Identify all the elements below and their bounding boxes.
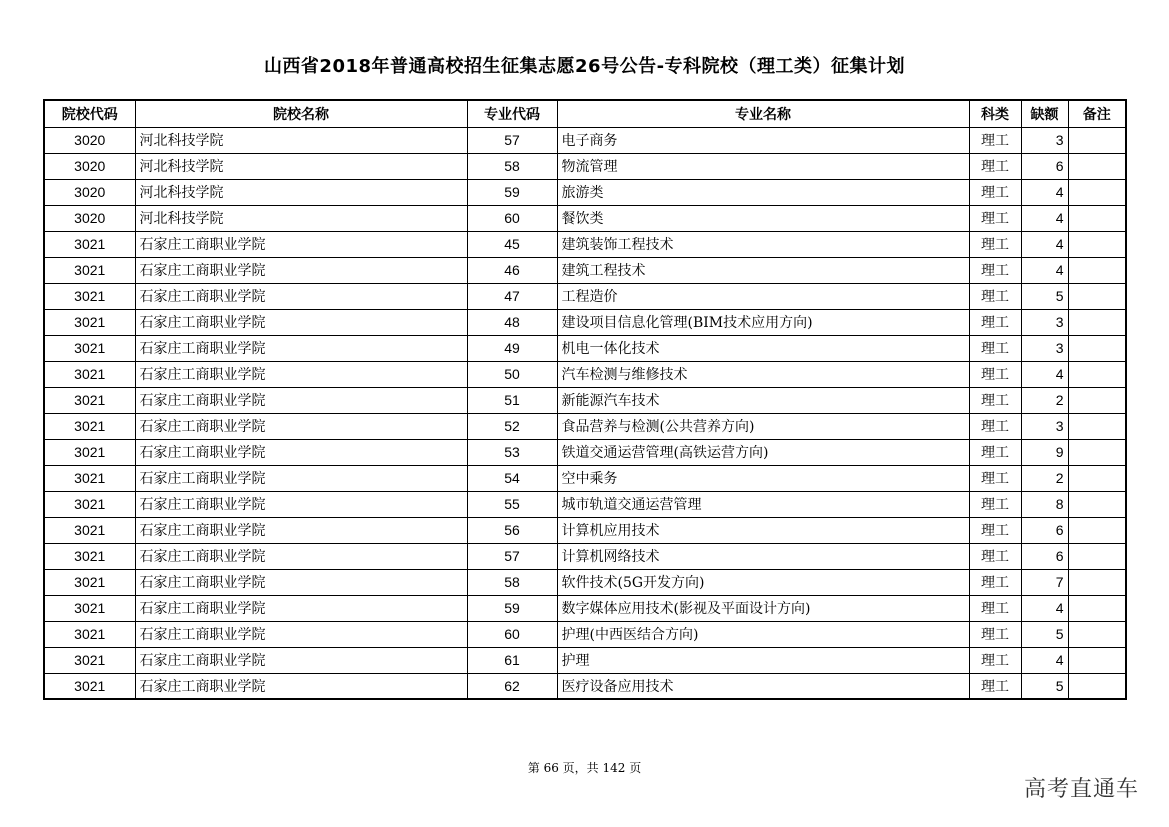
cell-major-name: 建筑工程技术	[557, 257, 969, 283]
table-row	[44, 439, 1126, 465]
cell-category: 理工	[969, 595, 1021, 621]
cell-major-code: 48	[467, 309, 557, 335]
table-row	[44, 569, 1126, 595]
cell-major-code: 57	[467, 543, 557, 569]
cell-major-name: 计算机应用技术	[557, 517, 969, 543]
cell-major-code: 46	[467, 257, 557, 283]
cell-category: 理工	[969, 231, 1021, 257]
cell-vacancy: 9	[1021, 439, 1068, 465]
cell-school-code: 3020	[44, 153, 135, 179]
cell-school-name: 石家庄工商职业学院	[135, 569, 467, 595]
cell-school-code: 3021	[44, 569, 135, 595]
cell-major-name: 餐饮类	[557, 205, 969, 231]
cell-major-code: 59	[467, 595, 557, 621]
cell-major-code: 59	[467, 179, 557, 205]
cell-major-code: 56	[467, 517, 557, 543]
cell-major-code: 57	[467, 127, 557, 153]
cell-note	[1068, 465, 1126, 491]
cell-major-code: 55	[467, 491, 557, 517]
cell-school-name: 石家庄工商职业学院	[135, 309, 467, 335]
cell-school-name: 河北科技学院	[135, 127, 467, 153]
cell-category: 理工	[969, 621, 1021, 647]
cell-school-name: 石家庄工商职业学院	[135, 413, 467, 439]
cell-school-name: 石家庄工商职业学院	[135, 439, 467, 465]
table-row	[44, 257, 1126, 283]
cell-school-name: 石家庄工商职业学院	[135, 335, 467, 361]
cell-note	[1068, 153, 1126, 179]
cell-vacancy: 3	[1021, 309, 1068, 335]
cell-major-code: 45	[467, 231, 557, 257]
cell-major-code: 51	[467, 387, 557, 413]
cell-vacancy: 7	[1021, 569, 1068, 595]
cell-category: 理工	[969, 413, 1021, 439]
cell-major-name: 数字媒体应用技术(影视及平面设计方向)	[557, 595, 969, 621]
cell-category: 理工	[969, 335, 1021, 361]
cell-school-code: 3021	[44, 283, 135, 309]
cell-major-code: 54	[467, 465, 557, 491]
cell-vacancy: 4	[1021, 647, 1068, 673]
cell-major-name: 电子商务	[557, 127, 969, 153]
cell-category: 理工	[969, 257, 1021, 283]
cell-major-code: 53	[467, 439, 557, 465]
cell-school-name: 石家庄工商职业学院	[135, 491, 467, 517]
table-row	[44, 179, 1126, 205]
cell-major-code: 61	[467, 647, 557, 673]
cell-major-code: 50	[467, 361, 557, 387]
cell-major-name: 计算机网络技术	[557, 543, 969, 569]
cell-major-code: 60	[467, 205, 557, 231]
cell-note	[1068, 179, 1126, 205]
header-note: 备注	[1068, 100, 1126, 127]
table-body	[44, 127, 1126, 699]
cell-vacancy: 4	[1021, 205, 1068, 231]
cell-category: 理工	[969, 491, 1021, 517]
cell-note	[1068, 361, 1126, 387]
table-row	[44, 413, 1126, 439]
table-row	[44, 127, 1126, 153]
cell-school-name: 石家庄工商职业学院	[135, 231, 467, 257]
cell-school-name: 石家庄工商职业学院	[135, 517, 467, 543]
page-title: 山西省2018年普通高校招生征集志愿26号公告-专科院校（理工类）征集计划	[263, 56, 906, 77]
cell-school-name: 石家庄工商职业学院	[135, 543, 467, 569]
cell-vacancy: 4	[1021, 231, 1068, 257]
cell-major-name: 新能源汽车技术	[557, 387, 969, 413]
cell-note	[1068, 673, 1126, 699]
cell-vacancy: 3	[1021, 413, 1068, 439]
cell-school-code: 3021	[44, 621, 135, 647]
cell-school-code: 3021	[44, 465, 135, 491]
table-row	[44, 231, 1126, 257]
cell-school-code: 3020	[44, 127, 135, 153]
cell-vacancy: 5	[1021, 283, 1068, 309]
cell-category: 理工	[969, 361, 1021, 387]
header-category: 科类	[969, 100, 1021, 127]
cell-school-code: 3021	[44, 361, 135, 387]
cell-category: 理工	[969, 647, 1021, 673]
cell-school-code: 3021	[44, 439, 135, 465]
cell-school-code: 3021	[44, 413, 135, 439]
cell-note	[1068, 621, 1126, 647]
table-row	[44, 335, 1126, 361]
cell-vacancy: 2	[1021, 387, 1068, 413]
table-row	[44, 595, 1126, 621]
cell-school-code: 3021	[44, 595, 135, 621]
cell-major-code: 58	[467, 569, 557, 595]
cell-note	[1068, 543, 1126, 569]
cell-vacancy: 4	[1021, 595, 1068, 621]
page-footer: 第 66 页，共 142 页	[527, 761, 642, 775]
cell-school-name: 石家庄工商职业学院	[135, 361, 467, 387]
cell-school-name: 河北科技学院	[135, 179, 467, 205]
cell-school-code: 3021	[44, 543, 135, 569]
cell-major-name: 建设项目信息化管理(BIM技术应用方向)	[557, 309, 969, 335]
cell-note	[1068, 127, 1126, 153]
cell-major-code: 49	[467, 335, 557, 361]
table-header-row	[44, 100, 1126, 127]
cell-vacancy: 4	[1021, 179, 1068, 205]
cell-school-name: 石家庄工商职业学院	[135, 621, 467, 647]
cell-major-name: 汽车检测与维修技术	[557, 361, 969, 387]
cell-note	[1068, 335, 1126, 361]
cell-major-name: 医疗设备应用技术	[557, 673, 969, 699]
cell-school-code: 3021	[44, 387, 135, 413]
cell-category: 理工	[969, 283, 1021, 309]
cell-major-name: 软件技术(5G开发方向)	[557, 569, 969, 595]
table-row	[44, 205, 1126, 231]
cell-major-name: 机电一体化技术	[557, 335, 969, 361]
cell-category: 理工	[969, 439, 1021, 465]
cell-vacancy: 3	[1021, 127, 1068, 153]
cell-school-name: 河北科技学院	[135, 153, 467, 179]
header-major-code: 专业代码	[467, 100, 557, 127]
header-vacancy: 缺额	[1021, 100, 1068, 127]
watermark-logo: 高考直通车	[1023, 777, 1139, 802]
cell-note	[1068, 439, 1126, 465]
table-row	[44, 309, 1126, 335]
cell-category: 理工	[969, 517, 1021, 543]
cell-school-code: 3020	[44, 205, 135, 231]
cell-major-name: 空中乘务	[557, 465, 969, 491]
cell-note	[1068, 647, 1126, 673]
cell-vacancy: 8	[1021, 491, 1068, 517]
cell-major-name: 铁道交通运营管理(高铁运营方向)	[557, 439, 969, 465]
cell-category: 理工	[969, 569, 1021, 595]
table-row	[44, 543, 1126, 569]
cell-note	[1068, 309, 1126, 335]
cell-vacancy: 6	[1021, 543, 1068, 569]
cell-note	[1068, 517, 1126, 543]
table-row	[44, 153, 1126, 179]
table-row	[44, 491, 1126, 517]
cell-school-code: 3021	[44, 257, 135, 283]
cell-school-name: 河北科技学院	[135, 205, 467, 231]
cell-note	[1068, 569, 1126, 595]
cell-school-code: 3021	[44, 491, 135, 517]
cell-major-code: 47	[467, 283, 557, 309]
cell-major-code: 62	[467, 673, 557, 699]
cell-major-code: 60	[467, 621, 557, 647]
table-row	[44, 387, 1126, 413]
cell-school-code: 3021	[44, 647, 135, 673]
cell-vacancy: 4	[1021, 361, 1068, 387]
cell-school-name: 石家庄工商职业学院	[135, 257, 467, 283]
cell-major-name: 工程造价	[557, 283, 969, 309]
table-row	[44, 621, 1126, 647]
cell-school-code: 3021	[44, 309, 135, 335]
cell-category: 理工	[969, 309, 1021, 335]
cell-major-name: 护理(中西医结合方向)	[557, 621, 969, 647]
cell-category: 理工	[969, 387, 1021, 413]
cell-major-name: 建筑装饰工程技术	[557, 231, 969, 257]
cell-vacancy: 4	[1021, 257, 1068, 283]
cell-category: 理工	[969, 543, 1021, 569]
cell-category: 理工	[969, 153, 1021, 179]
cell-school-code: 3021	[44, 231, 135, 257]
table-row	[44, 283, 1126, 309]
cell-category: 理工	[969, 205, 1021, 231]
cell-note	[1068, 491, 1126, 517]
cell-vacancy: 2	[1021, 465, 1068, 491]
cell-school-name: 石家庄工商职业学院	[135, 387, 467, 413]
cell-school-code: 3021	[44, 673, 135, 699]
cell-note	[1068, 413, 1126, 439]
cell-vacancy: 5	[1021, 673, 1068, 699]
cell-note	[1068, 231, 1126, 257]
cell-school-code: 3021	[44, 335, 135, 361]
table-row	[44, 361, 1126, 387]
cell-note	[1068, 205, 1126, 231]
cell-category: 理工	[969, 127, 1021, 153]
cell-major-name: 物流管理	[557, 153, 969, 179]
table-row	[44, 673, 1126, 699]
cell-major-name: 旅游类	[557, 179, 969, 205]
cell-school-name: 石家庄工商职业学院	[135, 673, 467, 699]
cell-major-code: 52	[467, 413, 557, 439]
cell-category: 理工	[969, 179, 1021, 205]
table-row	[44, 465, 1126, 491]
cell-note	[1068, 257, 1126, 283]
header-major-name: 专业名称	[557, 100, 969, 127]
cell-school-name: 石家庄工商职业学院	[135, 465, 467, 491]
cell-vacancy: 3	[1021, 335, 1068, 361]
cell-major-name: 护理	[557, 647, 969, 673]
cell-note	[1068, 595, 1126, 621]
cell-vacancy: 6	[1021, 517, 1068, 543]
cell-category: 理工	[969, 465, 1021, 491]
cell-note	[1068, 387, 1126, 413]
cell-major-code: 58	[467, 153, 557, 179]
table-row	[44, 517, 1126, 543]
cell-school-name: 石家庄工商职业学院	[135, 647, 467, 673]
cell-major-name: 食品营养与检测(公共营养方向)	[557, 413, 969, 439]
cell-vacancy: 5	[1021, 621, 1068, 647]
cell-major-name: 城市轨道交通运营管理	[557, 491, 969, 517]
cell-vacancy: 6	[1021, 153, 1068, 179]
enrollment-plan-table	[43, 99, 1127, 700]
header-school-name: 院校名称	[135, 100, 467, 127]
cell-school-code: 3021	[44, 517, 135, 543]
cell-school-code: 3020	[44, 179, 135, 205]
header-school-code: 院校代码	[44, 100, 135, 127]
cell-category: 理工	[969, 673, 1021, 699]
cell-school-name: 石家庄工商职业学院	[135, 595, 467, 621]
cell-note	[1068, 283, 1126, 309]
table-row	[44, 647, 1126, 673]
cell-school-name: 石家庄工商职业学院	[135, 283, 467, 309]
